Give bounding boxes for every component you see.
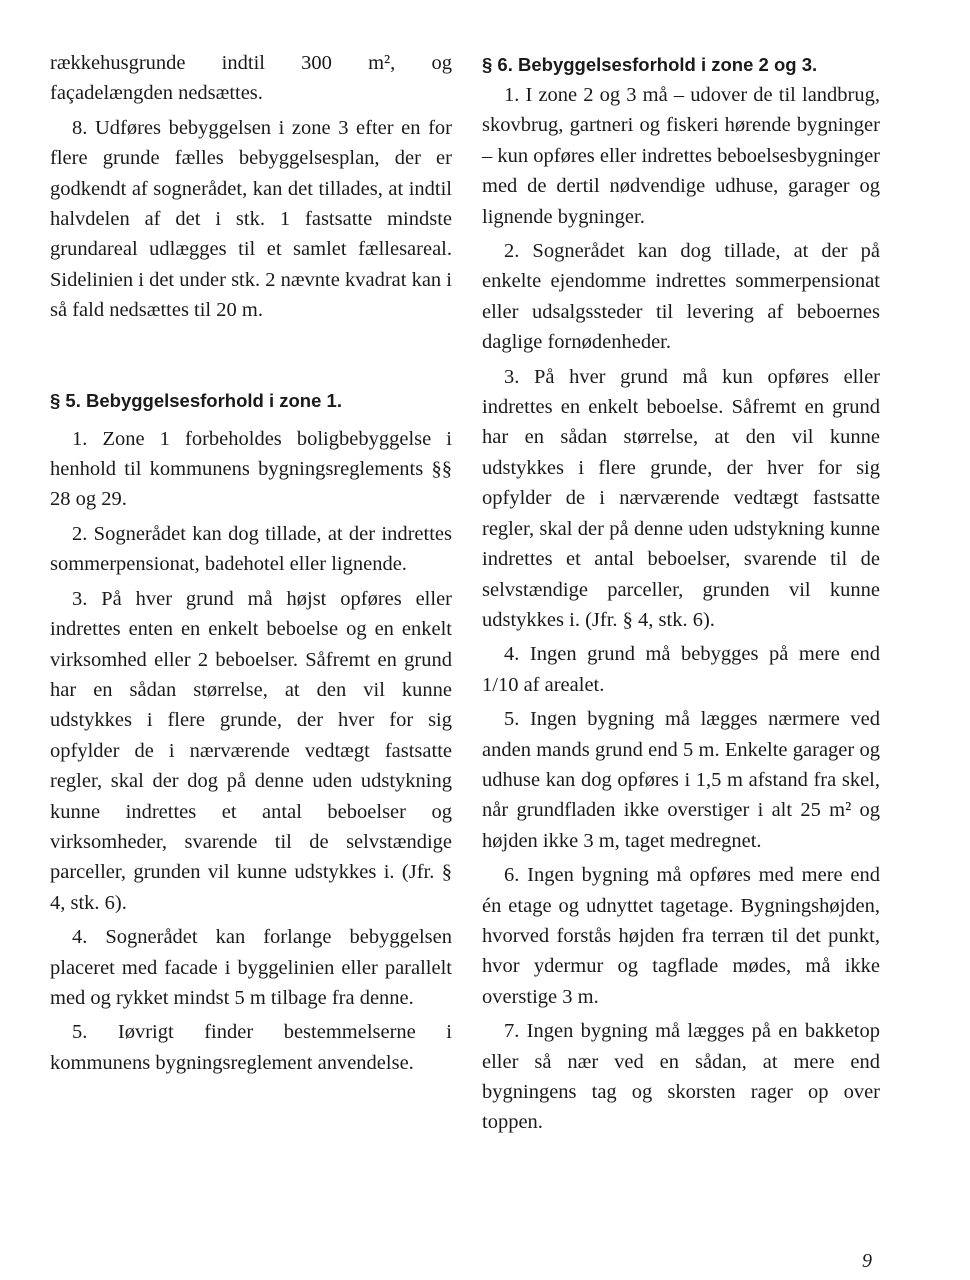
paragraph-continuation: rækkehusgrunde indtil 300 m², og façadelængden nedsættes. bbox=[50, 52, 452, 105]
left-column bbox=[50, 48, 452, 1078]
section-6-heading: § 6. Bebyggelsesforhold i zone 2 og 3. bbox=[482, 54, 818, 75]
paragraph-5-3: 3. På hver grund må højst opføres eller indrettes enten en enkelt beboelse og en enkelt virksomhed eller 2 beboelser. Såfremt en grund har en sådan størrelse, at den vil kunne udstykkes i flere grunde, der hver for sig opfylder de i nærværende vedtægt fastsatte regler, skal der dog på denne uden udstykning kunne indrettes et antal beboelser og virksomheder, svarende til de selvstændige parceller, grunden vil kunne udstykkes i. (Jfr. § 4, stk. 6). bbox=[50, 587, 452, 914]
section-5-heading: § 5. Bebyggelsesforhold i zone 1. bbox=[50, 389, 342, 411]
paragraph-6-6: 6. Ingen bygning må opføres med mere end én etage og udnyttet tagetage. Bygningshøjden, hvorved forstås højden fra terræn til det punkt, hvor ydermur og tagflade mødes, må ikke overstige 3 m. bbox=[482, 864, 880, 1008]
paragraph-6-1: 1. I zone 2 og 3 må – udover de til landbrug, skovbrug, gartneri og fiskeri hørende bygninger – kun opføres eller indrettes beboelsesbygninger med de dertil nødvendige udhuse, garager og lignende bygninger. bbox=[482, 84, 880, 228]
paragraph-5-4: 4. Sognerådet kan forlange bebyggelsen placeret med facade i byggelinien eller parallelt med og rykket mindst 5 m tilbage fra denne. bbox=[50, 926, 452, 1009]
right-column bbox=[482, 48, 880, 1138]
paragraph-6-3: 3. På hver grund må kun opføres eller indrettes en enkelt beboelse. Såfremt en grund har en sådan størrelse, at den vil kunne udstykkes i flere grunde, der hver for sig opfylder de i nærværende vedtægt fastsatte regler, skal der på denne uden udstykning kunne indrettes et antal beboelser, svarende til de selvstændige parceller, grunden vil kunne udstykkes i. (Jfr. § 4, stk. 6). bbox=[482, 365, 880, 631]
paragraph-4-8: 8. Udføres bebyggelsen i zone 3 efter en for flere grunde fælles bebyggelsesplan, der er godkendt af sognerådet, kan det tillades, at indtil halvdelen af det i stk. 1 fastsatte mindste grundareal udlægges til et samlet fællesareal. Sidelinien i det under stk. 2 nævnte kvadrat kan i så fald nedsættes til 20 m. bbox=[50, 116, 452, 322]
paragraph-6-4: 4. Ingen grund må bebygges på mere end 1/10 af arealet. bbox=[482, 643, 880, 696]
paragraph-5-5: 5. Iøvrigt finder bestemmelserne i kommunens bygningsreglement anvendelse. bbox=[50, 1021, 452, 1074]
paragraph-6-2: 2. Sognerådet kan dog tillade, at der på enkelte ejendomme indrettes sommerpensionat eller udsalgssteder til levering af beboernes daglige fornødenheder. bbox=[482, 240, 880, 354]
page-number: 9 bbox=[862, 1250, 872, 1272]
paragraph-5-1: 1. Zone 1 forbeholdes boligbebyggelse i henhold til kommunens bygningsreglements §§ 28 og 29. bbox=[50, 427, 452, 511]
paragraph-6-7: 7. Ingen bygning må lægges på en bakketop eller så nær ved en sådan, at mere end bygningens tag og skorsten rager op over toppen. bbox=[482, 1020, 880, 1134]
paragraph-5-2: 2. Sognerådet kan dog tillade, at der indrettes sommerpensionat, badehotel eller lignende. bbox=[50, 522, 452, 576]
paragraph-6-5: 5. Ingen bygning må lægges nærmere ved anden mands grund end 5 m. Enkelte garager og udhuse kan dog opføres i 1,5 m afstand fra skel, når grundfladen ikke overstiger i alt 25 m² og højden ikke 3 m, taget medregnet. bbox=[482, 708, 880, 852]
